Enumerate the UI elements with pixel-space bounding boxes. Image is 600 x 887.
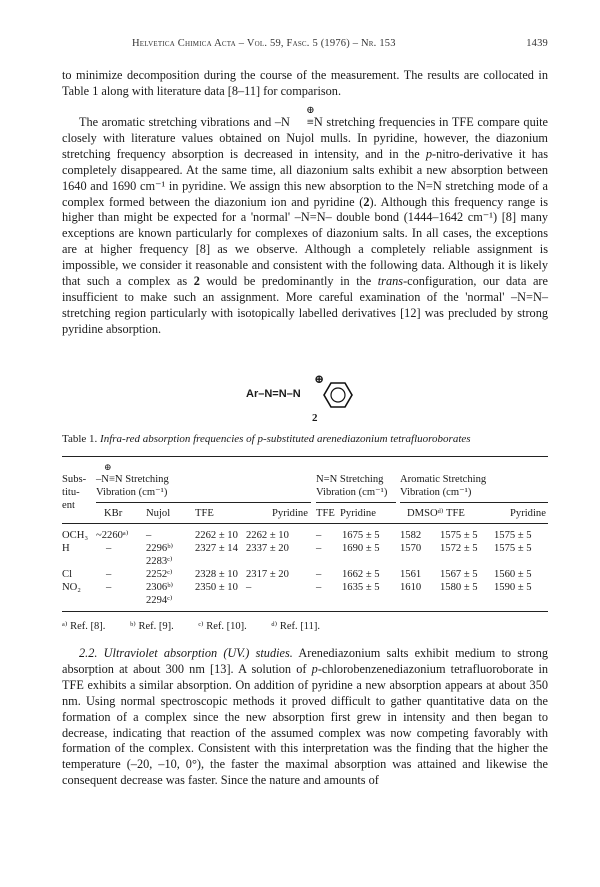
table-bottom-rule (62, 611, 548, 612)
section-italic: p (311, 661, 318, 676)
table-top-rule (62, 456, 548, 457)
table-cell: – (106, 582, 112, 593)
table-cell: H (62, 543, 70, 554)
table-cell: – (316, 569, 322, 580)
table-cell: 2296ᵇ⁾ (146, 543, 174, 554)
group2-rule (316, 502, 396, 503)
table-cell: 1690 ± 5 (342, 543, 380, 554)
group2-head-2: Vibration (cm⁻¹) (316, 487, 388, 498)
paragraph-1 (62, 68, 548, 100)
col-nujol: Nujol (146, 508, 171, 519)
group3-rule (400, 502, 548, 503)
table-cell: 2262 ± 10 (246, 530, 289, 541)
p2-part: ). Although this frequency range is higher than might be expected for a 'normal' –N=N– double bond (1444–1642 cm⁻¹) [8] many exceptions are known particularly for complexes of diazonium salts. In all cases, the exceptions are at higher frequency [8] as we observe. Although a completely reliable assignment is impossible, we consider it reasonable and consistent with the following data. Although it is likely that such a complex as (62, 194, 548, 289)
paragraph-1-text: to minimize decomposition during the course of the measurement. The results are collocated in Table 1 along with literature data [8–11] for comparison. (62, 68, 548, 98)
table-cell: 1590 ± 5 (494, 582, 532, 593)
p2-part: N stretching frequencies in TFE compare quite closely with literature values obtained on Nujol mulls. In pyridine, however, the diazonium stretching frequency absorption is decreased in intensity, and in the (62, 115, 549, 161)
table-cell: 1575 ± 5 (440, 530, 478, 541)
table-cell: – (316, 543, 322, 554)
group1-plus: ⊕ (104, 462, 112, 472)
table-cell: – (246, 582, 252, 593)
table-cell: 1561 (400, 569, 422, 580)
col-pyridine-2: Pyridine (340, 508, 376, 519)
pyridine-ring-icon (320, 380, 354, 410)
table-cell: 1570 (400, 543, 422, 554)
table-cell: OCH₃ (62, 530, 89, 541)
table-cell: 1572 ± 5 (440, 543, 478, 554)
triple-bond-symbol: ⊕ ≡ (290, 115, 314, 131)
col-tfe: TFE (195, 508, 214, 519)
structure-2 (246, 366, 386, 424)
table-cell: 1580 ± 5 (440, 582, 478, 593)
table-cell: 2337 ± 20 (246, 543, 289, 554)
journal-title: Helvetica Chimica Acta – Vol. 59, Fasc. 5 (1976) – Nr. 153 (132, 38, 396, 49)
col-pyridine: Pyridine (272, 508, 308, 519)
col-tfe-2: TFE (316, 508, 335, 519)
table-footnotes (62, 620, 548, 632)
table-cell: ~2260ᵃ⁾ (96, 530, 129, 541)
table-label: Table 1. (62, 433, 98, 445)
table-cell: – (106, 543, 112, 554)
table-cell: – (316, 582, 322, 593)
table-cell: 2327 ± 14 (195, 543, 238, 554)
compound-ref: 2 (363, 194, 370, 209)
group1-head-1: –N≡N Stretching (96, 474, 169, 485)
p2-part: -nitro-derivative it has completely disappeared. At the same time, all diazonium salts exhibit a new absorption between 1640 and 1690 cm⁻¹ in pyridine. We assign this new absorption to the N=N stretching mode of a complex formed between the diazonium ion and pyridine ( (62, 146, 548, 209)
table-cell: 2328 ± 10 (195, 569, 238, 580)
table-cell: 1575 ± 5 (494, 543, 532, 554)
plus-charge: ⊕ (306, 105, 315, 116)
footnote-d: ᵈ⁾ Ref. [11]. (271, 621, 320, 632)
table-cell: 1560 ± 5 (494, 569, 532, 580)
table-cell: – (146, 530, 152, 541)
group3-head-1: Aromatic Stretching (400, 474, 487, 485)
section-2-2 (62, 646, 548, 789)
structure-formula (246, 388, 301, 400)
cation-plus-icon: ⊕ (314, 372, 325, 386)
p2-part: The aromatic stretching vibrations and –N (79, 115, 290, 129)
section-heading: 2.2. Ultraviolet absorption (UV.) studies. (79, 646, 293, 660)
group1-head-2: Vibration (cm⁻¹) (96, 487, 168, 498)
formula-text: Ar–N=N–N (246, 388, 301, 400)
table-cell: 2283ᶜ⁾ (146, 556, 173, 567)
structure-number: 2 (312, 412, 318, 424)
footnote-b: ᵇ⁾ Ref. [9]. (129, 621, 174, 632)
footnote-a: ᵃ⁾ Ref. [8]. (62, 621, 106, 632)
col-kbr: KBr (104, 508, 123, 519)
col-subst-head-2: titu- (62, 487, 80, 498)
table-cell: 2262 ± 10 (195, 530, 238, 541)
p2-part: would be predominantly in the (199, 274, 378, 289)
table-cell: Cl (62, 569, 73, 580)
compound-ref: 2 (193, 274, 200, 289)
table-cell: 1582 (400, 530, 422, 541)
table-cell: 1675 ± 5 (342, 530, 380, 541)
group3-head-2: Vibration (cm⁻¹) (400, 487, 472, 498)
paragraph-2-text (62, 105, 549, 338)
page-number: 1439 (526, 38, 548, 49)
table-head-rule (62, 523, 548, 524)
table-cell: 1610 (400, 582, 422, 593)
p2-italic: p (425, 146, 432, 161)
p2-italic: trans (377, 274, 404, 289)
table-title: Infra-red absorption frequencies of p-substituted arenediazonium tetrafluoroborates (100, 433, 471, 445)
section-part: -chlorobenzenediazonium tetrafluoroborate in TFE exhibits a similar absorption. On addition of pyridine a new absorption appears at about 350 nm. Using normal spectroscopic methods it proved difficult to gather quantitative data on the formation of a complex since the new absorption first grew in intensity and then began to decrease, indicating that reaction of the assumed complex was now competing favorably with formation of the complex. Consistent with this interpretation was the finding that the higher the temperature (–20, –10, 0°), the faster the maximal absorption was attained and likewise the consequent decrease was faster. Since the nature and amounts of (62, 661, 549, 788)
table-cell: 2294ᶜ⁾ (146, 595, 173, 606)
col-subst-head-1: Subs- (62, 474, 87, 485)
table-cell: 1575 ± 5 (494, 530, 532, 541)
table-caption (62, 433, 548, 445)
table-cell: – (106, 569, 112, 580)
group2-head-1: N=N Stretching (316, 474, 384, 485)
section-2-2-text (62, 646, 548, 789)
col-dmso: DMSOᵈ⁾ (407, 508, 444, 519)
paragraph-2 (62, 105, 549, 338)
footnote-c: ᶜ⁾ Ref. [10]. (198, 621, 247, 632)
table-cell: 2350 ± 10 (195, 582, 238, 593)
table-cell: 1662 ± 5 (342, 569, 380, 580)
table-cell: NO₂ (62, 582, 81, 593)
table-cell: 2252ᶜ⁾ (146, 569, 173, 580)
p2-part: -configuration, our data are insufficient to make such an assignment. More careful examination of the 'normal' –N=N– stretching region particularly with isotopically labelled derivatives [12] was precluded by strong pyridine absorption. (62, 274, 548, 336)
table-cell: 2306ᵇ⁾ (146, 582, 174, 593)
col-pyridine-3: Pyridine (510, 508, 546, 519)
col-subst-head-3: ent (62, 500, 75, 511)
table-cell: 1567 ± 5 (440, 569, 478, 580)
section-part: Arenediazonium salts exhibit medium to strong absorption at about 300 nm [13]. A solution of (62, 646, 548, 676)
table-cell: 1635 ± 5 (342, 582, 380, 593)
table-cell: – (316, 530, 322, 541)
col-tfe-3: TFE (446, 508, 465, 519)
table-cell: 2317 ± 20 (246, 569, 289, 580)
group1-rule (96, 502, 311, 503)
